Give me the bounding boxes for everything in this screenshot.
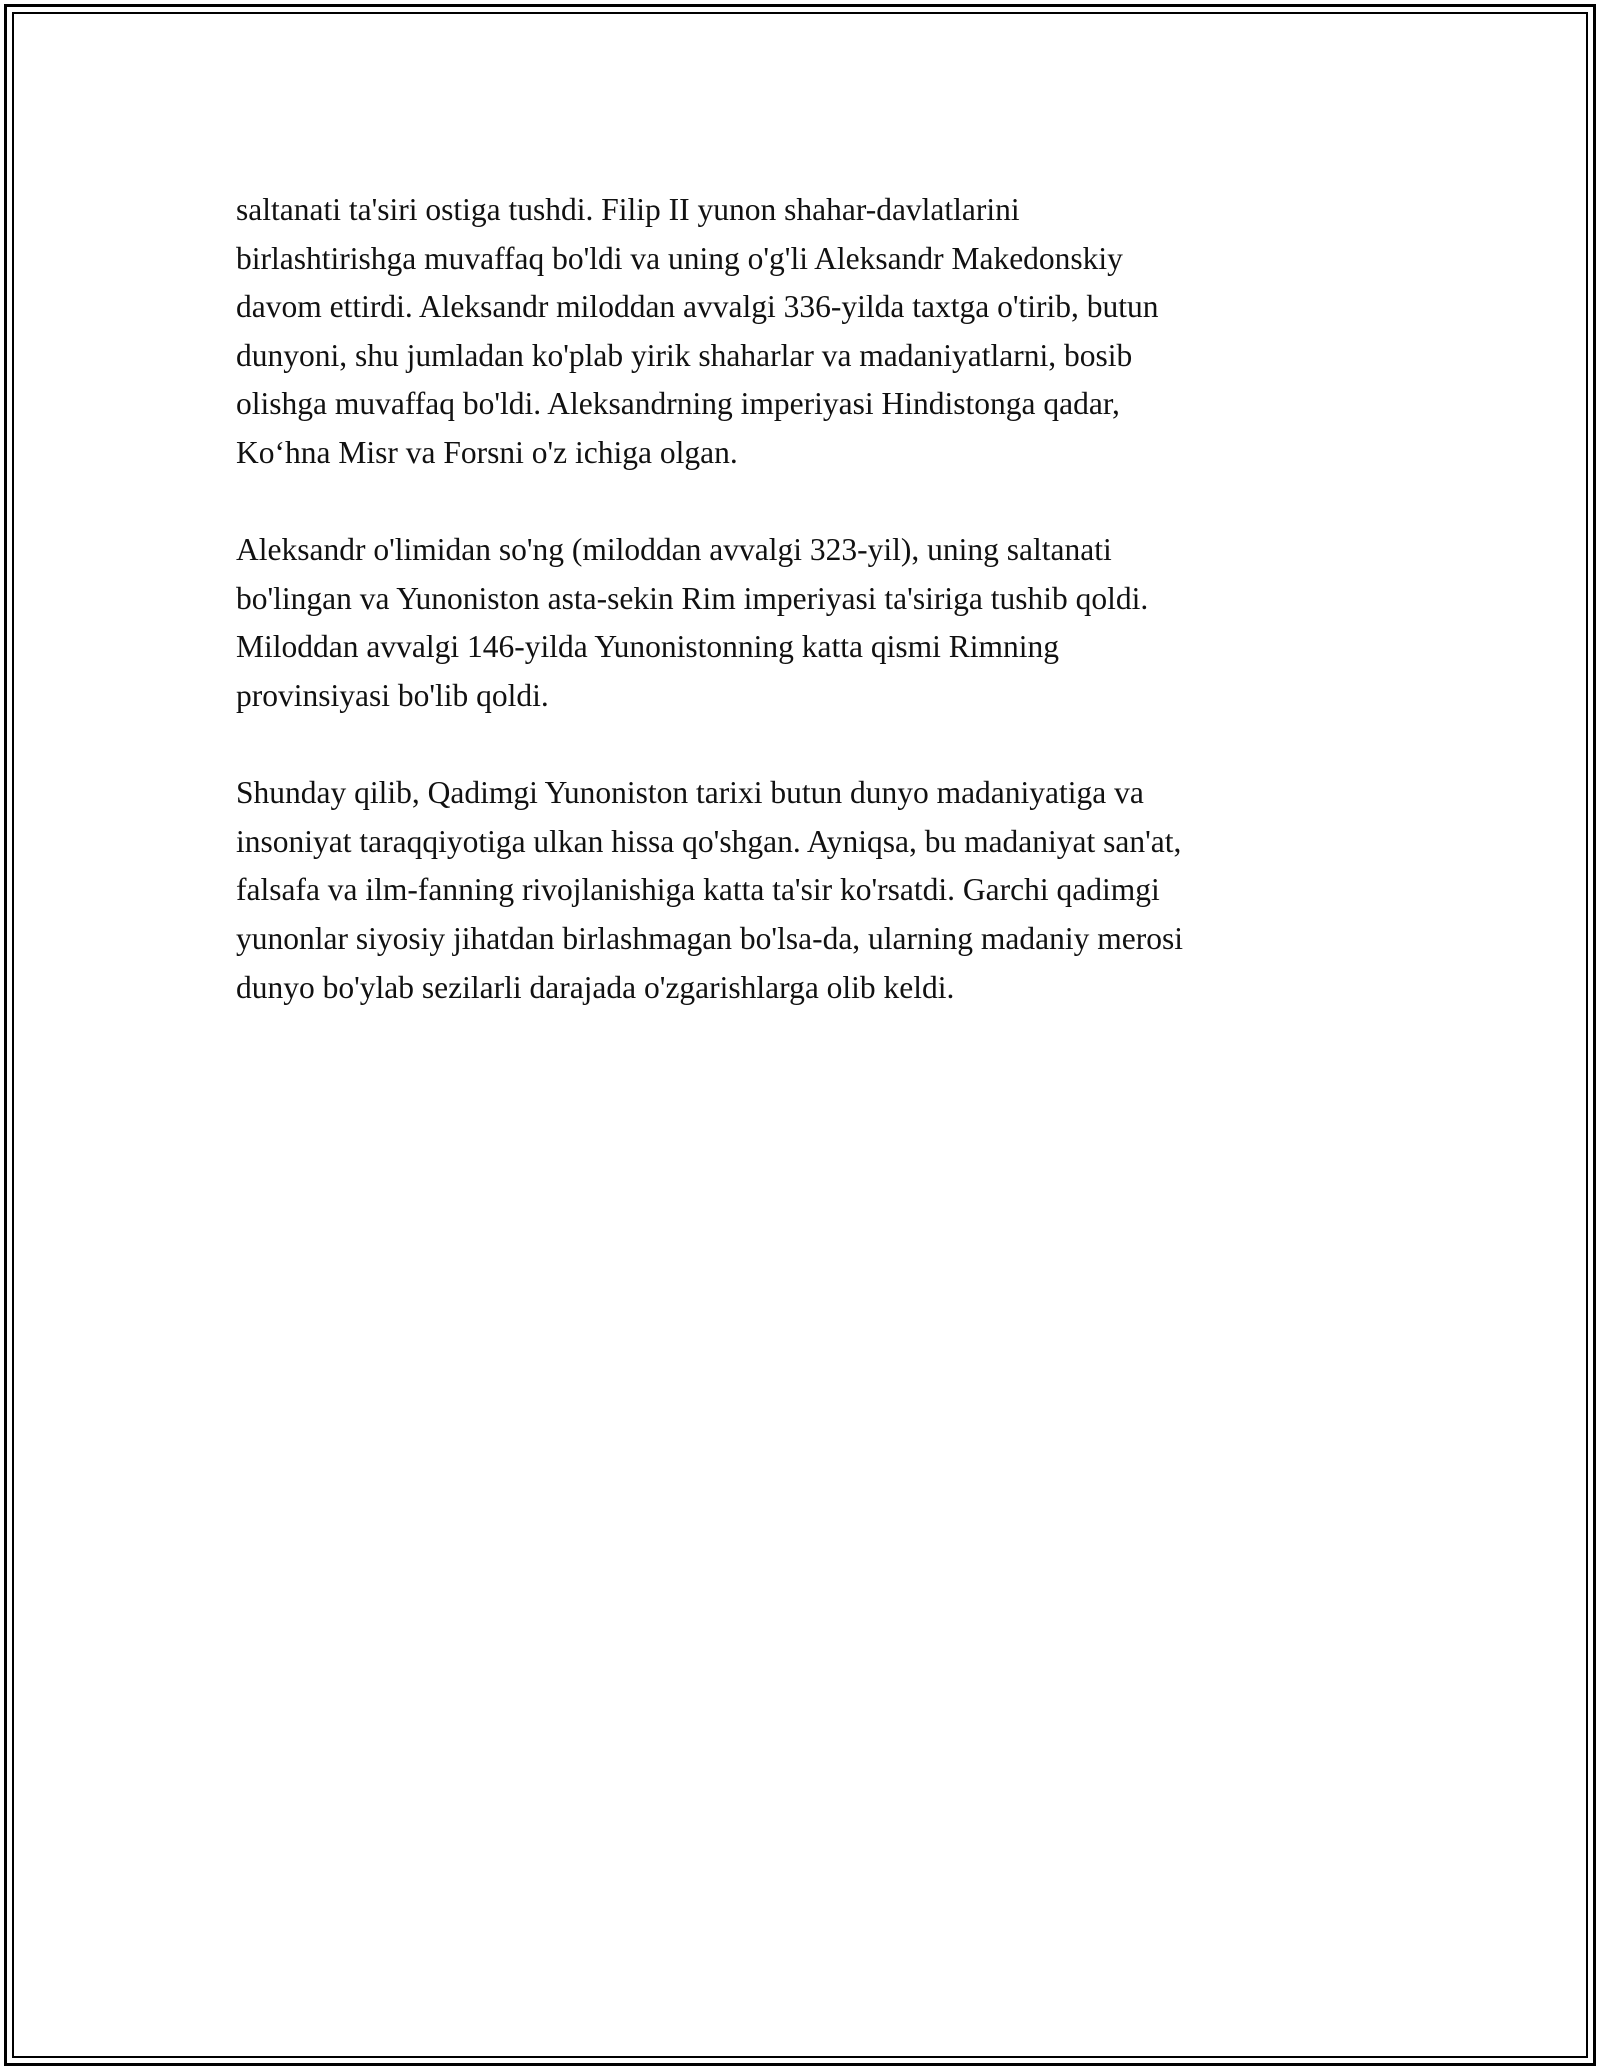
paragraph-alexander-conquest: saltanati ta'siri ostiga tushdi. Filip II yunon shahar-davlatlarini birlashtirishga muvaffaq bo'ldi va uning o'g'li Aleksandr Makedonskiy davom ettirdi. Aleksandr miloddan avvalgi 336-yilda taxtga o'tirib, butun dunyoni, shu jumladan ko'plab yirik shaharlar va madaniyatlarni, bosib olishga muvaffaq bo'ldi. Aleksandrning imperiyasi Hindistonga qadar, Ko‘hna Misr va Forsni o'z ichiga olgan.	[236, 192, 1159, 470]
paragraph-conclusion: Shunday qilib, Qadimgi Yunoniston tarixi butun dunyo madaniyatiga va insoniyat taraqqiyotiga ulkan hissa qo'shgan. Ayniqsa, bu madaniyat san'at, falsafa va ilm-fanning rivojlanishiga katta ta'sir ko'rsatdi. Garchi qadimgi yunonlar siyosiy jihatdan birlashmagan bo'lsa-da, ularning madaniy merosi dunyo bo'ylab sezilarli darajada o'zgarishlarga olib keldi.	[236, 775, 1183, 1005]
paragraph-roman-rule: Aleksandr o'limidan so'ng (miloddan avvalgi 323-yil), uning saltanati bo'lingan va Yunoniston asta-sekin Rim imperiyasi ta'siriga tushib qoldi. Miloddan avvalgi 146-yilda Yunonistonning katta qismi Rimning provinsiyasi bo'lib qoldi.	[236, 532, 1149, 713]
page-body	[236, 186, 1376, 1061]
